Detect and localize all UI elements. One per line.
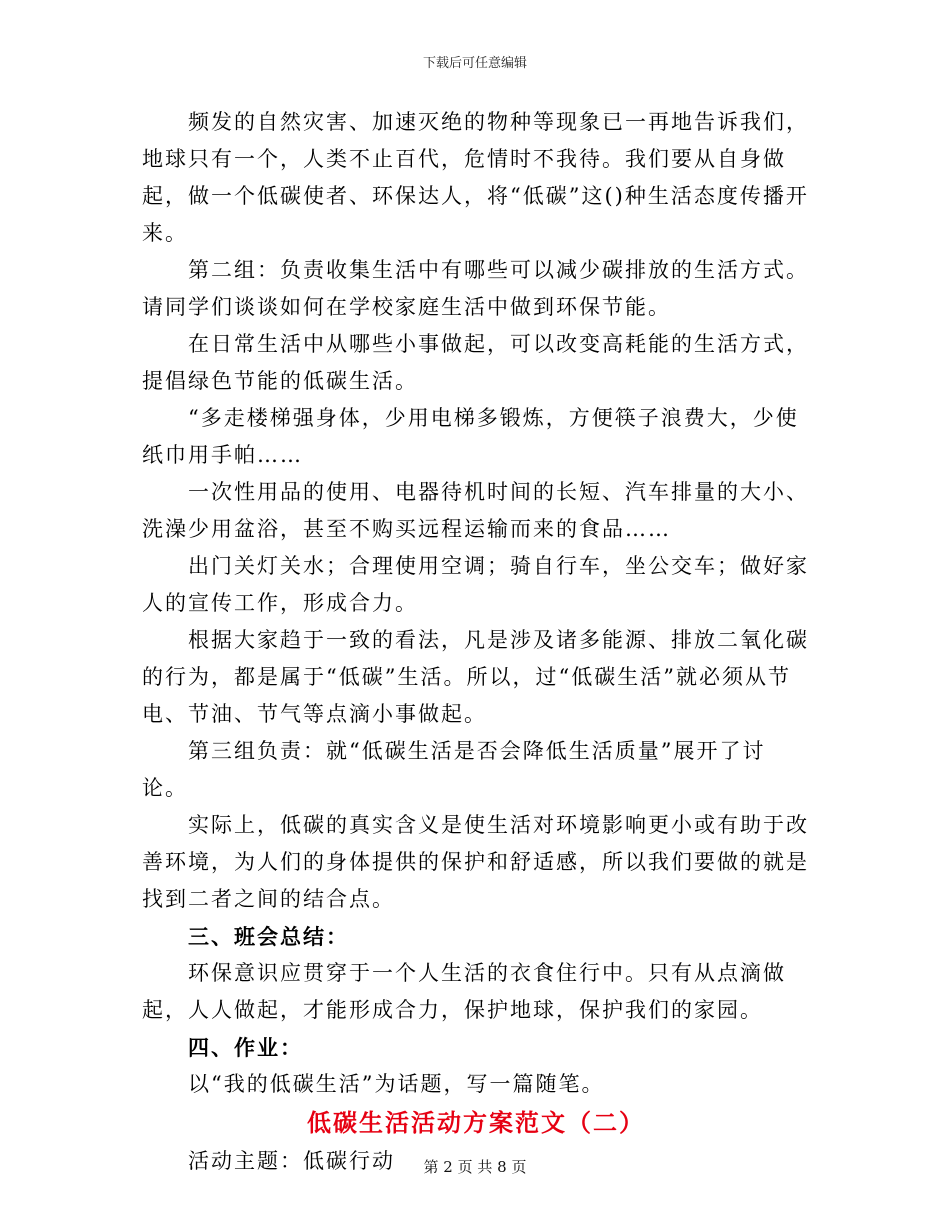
homework-text: 以“我的低碳生活”为话题，写一篇随笔。 <box>188 1072 605 1096</box>
paragraph-stairs-slogan: “多走楼梯强身体，少用电梯多锻炼，方便筷子浪费大，少使纸巾用手帕…… <box>142 406 799 467</box>
summary-heading: 三、班会总结： <box>188 924 349 949</box>
paragraph-true-meaning: 实际上，低碳的真实含义是使生活对环境影响更小或有助于改善环境，为人们的身体提供的保护和舒适感，所以我们要做的就是找到二者之间的结合点。 <box>142 813 809 911</box>
paragraph-group-two: 第二组：负责收集生活中有哪些可以减少碳排放的生活方式。请同学们谈谈如何在学校家庭生活中做到环保节能。 <box>142 258 809 319</box>
paragraph-turn-off-lights: 出门关灯关水；合理使用空调；骑自行车，坐公交车；做好家人的宣传工作，形成合力。 <box>142 554 809 615</box>
paragraph-consensus: 根据大家趋于一致的看法，凡是涉及诸多能源、排放二氧化碳的行为，都是属于“低碳”生活。所以，过“低碳生活”就必须从节电、节油、节气等点滴小事做起。 <box>142 628 809 726</box>
paragraph-disaster-warning: 频发的自然灾害、加速灭绝的物种等现象已一再地告诉我们，地球只有一个，人类不止百代，危情时不我待。我们要从自身做起，做一个低碳使者、环保达人，将“低碳”这()种生活态度传播开来。 <box>142 110 809 245</box>
paragraph-daily-life: 在日常生活中从哪些小事做起，可以改变高耗能的生活方式，提倡绿色节能的低碳生活。 <box>142 332 809 393</box>
section-title: 低碳生活活动方案范文（二） <box>307 1108 645 1137</box>
page-number: 第 2 页 共 8 页 <box>423 1158 527 1176</box>
paragraph-group-three: 第三组负责：就“低碳生活是否会降低生活质量”展开了讨论。 <box>142 739 766 800</box>
summary-text: 环保意识应贯穿于一个人生活的衣食住行中。只有从点滴做起，人人做起，才能形成合力，保护地球，保护我们的家园。 <box>142 961 786 1022</box>
homework-heading: 四、作业： <box>188 1035 303 1060</box>
activity-theme: 活动主题：低碳行动 <box>188 1149 395 1173</box>
paragraph-disposable-items: 一次性用品的使用、电器待机时间的长短、汽车排量的大小、洗澡少用盆浴，甚至不购买远程运输而来的食品…… <box>142 480 809 541</box>
document-body <box>142 104 810 1180</box>
page-header-note: 下载后可任意编辑 <box>422 56 527 71</box>
